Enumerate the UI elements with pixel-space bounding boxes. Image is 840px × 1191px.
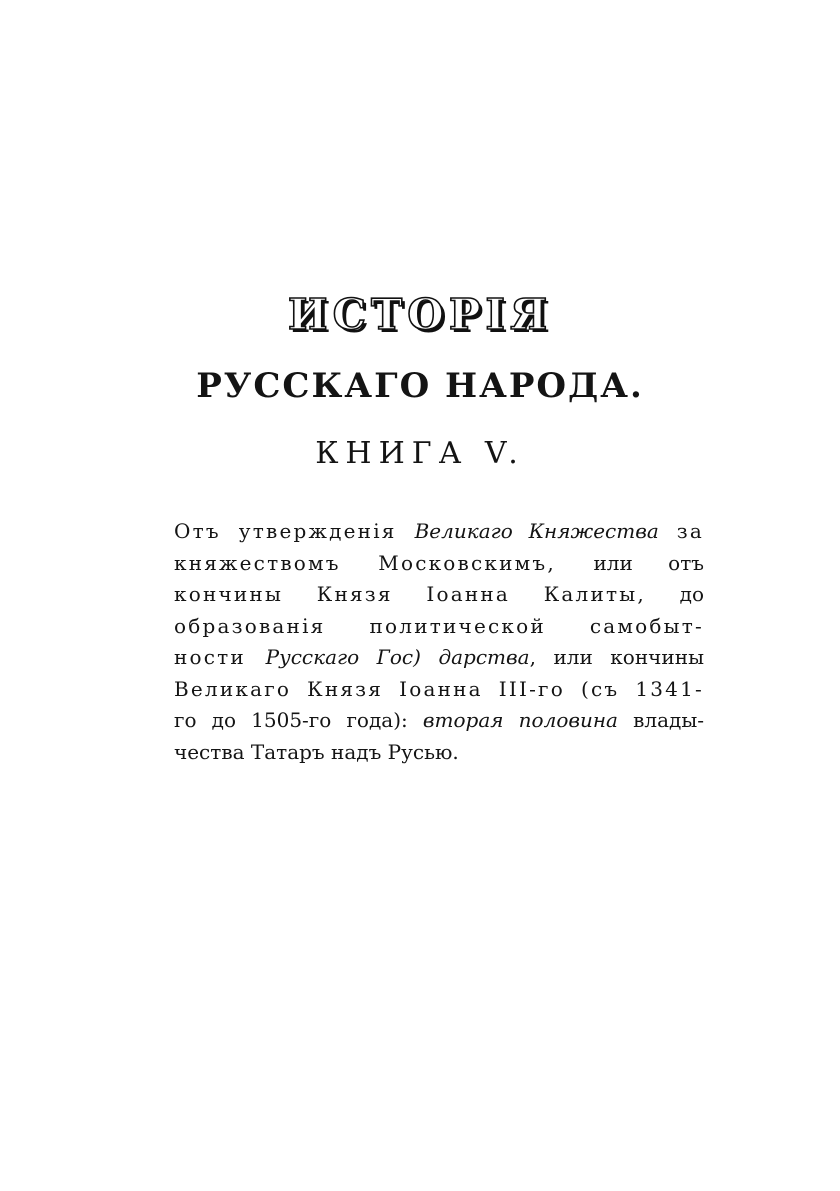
description-segment: го до 1505-го года): <box>174 708 423 732</box>
description-segment: , или кончины <box>529 645 704 669</box>
description-segment: Великаго Княжества <box>414 519 659 543</box>
description-segment: Отъ утвержденія <box>174 519 415 543</box>
description-segment: до <box>679 582 704 606</box>
ornate-title-text: ИСТОРІЯ <box>287 290 553 339</box>
description-line <box>174 516 704 548</box>
description-segment: за <box>658 519 704 543</box>
description-line <box>174 642 704 674</box>
description-line <box>174 674 704 706</box>
description-segment: влады- <box>617 708 704 732</box>
description-segment: княжествомъ Московскимъ, <box>174 550 594 575</box>
description-segment: Русскаго Гос) дарства <box>265 645 530 669</box>
description-segment: вторая половина <box>422 708 618 732</box>
book-number: КНИГА V. <box>315 436 525 471</box>
description-line <box>174 611 704 643</box>
description-line <box>174 705 704 737</box>
description-segment: Великаго Князя Іоанна III-го (съ 1341- <box>174 676 704 701</box>
book-description <box>174 516 704 768</box>
description-segment: ности <box>174 645 266 669</box>
description-line <box>174 548 704 580</box>
ornate-title <box>0 290 840 339</box>
description-line <box>174 737 704 769</box>
description-segment: кончины Князя Іоанна Калиты, <box>174 582 680 606</box>
description-segment: чества Татаръ надъ Русью. <box>174 739 459 764</box>
subtitle: РУССКАГО НАРОДА. <box>196 366 644 406</box>
description-segment: или отъ <box>593 550 704 575</box>
description-segment: образованія политической самобыт- <box>174 613 704 638</box>
description-line <box>174 579 704 611</box>
